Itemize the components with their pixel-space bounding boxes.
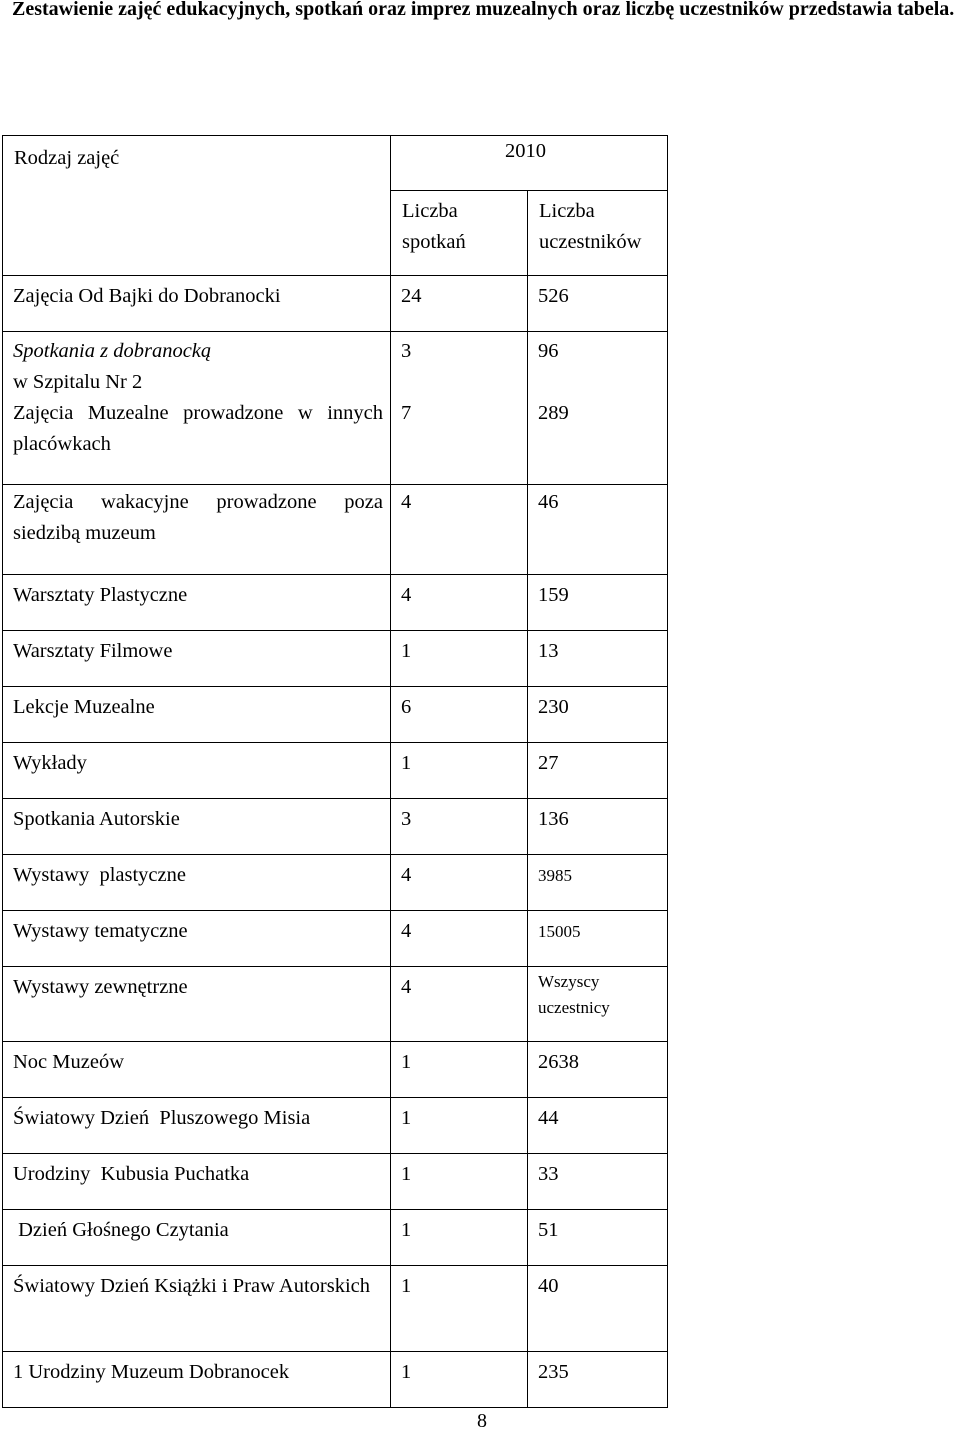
row-type: Urodziny Kubusia Puchatka [3, 1153, 391, 1209]
row-participants: 136 [528, 798, 668, 854]
row-participants: 526 [528, 276, 668, 332]
row-participants: 13 [528, 630, 668, 686]
header-meetings: Liczba spotkań [391, 191, 528, 276]
row-participants: 3985 [528, 854, 668, 910]
row-type: Noc Muzeów [3, 1041, 391, 1097]
row-participants: 15005 [528, 910, 668, 966]
row-meetings: 3 [391, 332, 528, 399]
table-row [3, 574, 668, 630]
row-meetings: 4 [391, 854, 528, 910]
row-meetings: 24 [391, 276, 528, 332]
row-type: Warsztaty Filmowe [3, 630, 391, 686]
row-meetings: 7 [391, 398, 528, 484]
row-meetings: 1 [391, 1351, 528, 1407]
row-meetings: 3 [391, 798, 528, 854]
table-row [3, 798, 668, 854]
row-type: 1 Urodziny Muzeum Dobranocek [3, 1351, 391, 1407]
row-participants: 33 [528, 1153, 668, 1209]
table-header-row [3, 191, 668, 276]
row-type: Zajęcia Od Bajki do Dobranocki [3, 276, 391, 332]
row-meetings: 1 [391, 1041, 528, 1097]
page-number: 8 [477, 1410, 487, 1432]
table-row [3, 1097, 668, 1153]
intro-paragraph: Zestawienie zajęć edukacyjnych, spotkań oraz imprez muzealnych oraz liczbę uczestników przedstawia tabela. [12, 0, 955, 20]
row-meetings: 1 [391, 1265, 528, 1351]
row-type: Wystawy zewnętrzne [3, 966, 391, 1041]
row-type: Światowy Dzień Książki i Praw Autorskich [3, 1265, 391, 1351]
row-participants: Wszyscy uczestnicy [528, 966, 668, 1041]
table-row [3, 332, 668, 399]
row-type: Wystawy plastyczne [3, 854, 391, 910]
row-participants: 2638 [528, 1041, 668, 1097]
row-participants: 96 [528, 332, 668, 399]
table-row [3, 630, 668, 686]
row-meetings: 1 [391, 1209, 528, 1265]
table-row [3, 1041, 668, 1097]
table-row [3, 398, 668, 484]
table-row [3, 276, 668, 332]
table-row [3, 1209, 668, 1265]
row-meetings: 1 [391, 630, 528, 686]
row-type: Wystawy tematyczne [3, 910, 391, 966]
row-participants: 46 [528, 484, 668, 574]
table-row [3, 1351, 668, 1407]
row-type: Dzień Głośnego Czytania [3, 1209, 391, 1265]
row-participants: 289 [528, 398, 668, 484]
row-participants: 230 [528, 686, 668, 742]
table-row [3, 854, 668, 910]
table-row [3, 742, 668, 798]
table-row [3, 910, 668, 966]
year-header: 2010 [391, 136, 668, 191]
row-participants: 235 [528, 1351, 668, 1407]
row-type-rest: w Szpitalu Nr 2 [13, 371, 143, 393]
row-participants: 159 [528, 574, 668, 630]
row-type: Warsztaty Plastyczne [3, 574, 391, 630]
row-participants: 40 [528, 1265, 668, 1351]
row-meetings: 1 [391, 742, 528, 798]
row-type: Zajęcia wakacyjne prowadzone poza siedzibą muzeum [3, 484, 391, 574]
table-row [3, 966, 668, 1041]
activities-table [2, 135, 668, 1408]
row-type: Zajęcia Muzealne prowadzone w innych placówkach [3, 398, 391, 484]
row-meetings: 1 [391, 1097, 528, 1153]
row-type [3, 332, 391, 399]
row-type: Spotkania Autorskie [3, 798, 391, 854]
row-meetings: 4 [391, 574, 528, 630]
table-row [3, 1265, 668, 1351]
table-row [3, 484, 668, 574]
row-meetings: 1 [391, 1153, 528, 1209]
row-participants: 51 [528, 1209, 668, 1265]
header-type: Rodzaj zajęć [3, 191, 391, 276]
row-participants: 27 [528, 742, 668, 798]
row-type: Lekcje Muzealne [3, 686, 391, 742]
row-meetings: 6 [391, 686, 528, 742]
row-meetings: 4 [391, 910, 528, 966]
row-meetings: 4 [391, 484, 528, 574]
row-type: Wykłady [3, 742, 391, 798]
row-type: Światowy Dzień Pluszowego Misia [3, 1097, 391, 1153]
table-row [3, 1153, 668, 1209]
row-meetings: 4 [391, 966, 528, 1041]
header-participants: Liczba uczestników [528, 191, 668, 276]
row-participants: 44 [528, 1097, 668, 1153]
table-row [3, 686, 668, 742]
row-type-italic: Spotkania z dobranocką [13, 340, 212, 362]
